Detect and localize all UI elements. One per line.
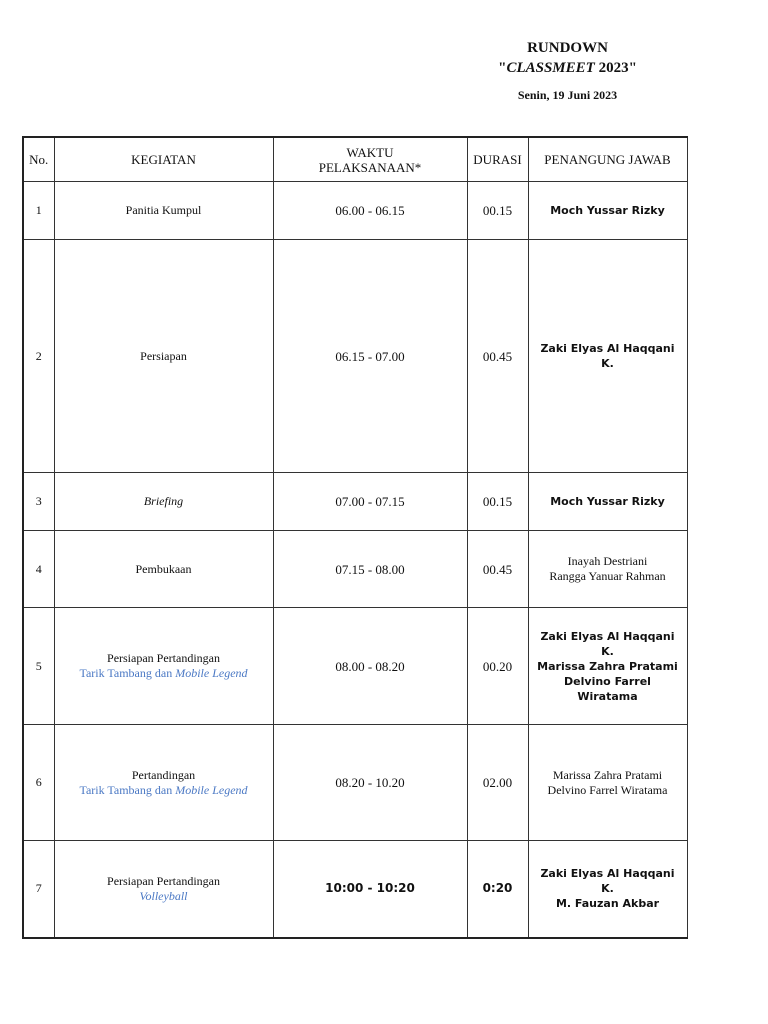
row-waktu: 06.00 - 06.15 bbox=[273, 182, 467, 240]
row-penanggung-jawab: Marissa Zahra Pratami Delvino Farrel Wiratama bbox=[528, 725, 687, 841]
row-durasi: 00.15 bbox=[467, 182, 528, 240]
row-waktu: 06.15 - 07.00 bbox=[273, 240, 467, 473]
event-date: Senin, 19 Juni 2023 bbox=[517, 88, 618, 102]
event-name: CLASSMEET bbox=[506, 60, 595, 76]
table-row bbox=[23, 608, 687, 725]
row-durasi: 00.45 bbox=[467, 240, 528, 473]
row-waktu: 08.00 - 08.20 bbox=[273, 608, 467, 725]
header-kegiatan: KEGIATAN bbox=[54, 137, 273, 182]
header-durasi: DURASI bbox=[467, 137, 528, 182]
row-kegiatan: Persiapan bbox=[54, 240, 273, 473]
document-title: RUNDOWN bbox=[527, 40, 608, 56]
table-row bbox=[23, 725, 687, 841]
row-penanggung-jawab: Inayah Destriani Rangga Yanuar Rahman bbox=[528, 531, 687, 608]
table-row bbox=[23, 841, 687, 938]
row-penanggung-jawab: Zaki Elyas Al Haqqani K. Marissa Zahra Pratami Delvino Farrel Wiratama bbox=[528, 608, 687, 725]
row-waktu: 07.15 - 08.00 bbox=[273, 531, 467, 608]
row-kegiatan: Pertandingan Tarik Tambang dan Mobile Legend bbox=[54, 725, 273, 841]
table-row bbox=[23, 182, 687, 240]
header-no: No. bbox=[23, 137, 54, 182]
row-durasi: 02.00 bbox=[467, 725, 528, 841]
row-kegiatan: Panitia Kumpul bbox=[54, 182, 273, 240]
row-no: 5 bbox=[23, 608, 54, 725]
table-row bbox=[23, 240, 687, 473]
row-no: 7 bbox=[23, 841, 54, 938]
row-waktu: 07.00 - 07.15 bbox=[273, 473, 467, 531]
header-waktu: WAKTU PELAKSANAAN* bbox=[273, 137, 467, 182]
table-header-row bbox=[23, 137, 687, 182]
row-kegiatan: Pembukaan bbox=[54, 531, 273, 608]
row-durasi: 00.15 bbox=[467, 473, 528, 531]
row-kegiatan: Persiapan Pertandingan Volleyball bbox=[54, 841, 273, 938]
row-durasi: 00.45 bbox=[467, 531, 528, 608]
row-no: 2 bbox=[23, 240, 54, 473]
row-penanggung-jawab: Zaki Elyas Al Haqqani K. M. Fauzan Akbar bbox=[528, 841, 687, 938]
row-durasi: 00.20 bbox=[467, 608, 528, 725]
row-penanggung-jawab: Moch Yussar Rizky bbox=[528, 182, 687, 240]
table-row bbox=[23, 473, 687, 531]
document-header bbox=[400, 38, 735, 103]
event-title: "CLASSMEET 2023" bbox=[498, 60, 637, 76]
row-penanggung-jawab: Moch Yussar Rizky bbox=[528, 473, 687, 531]
rundown-table bbox=[22, 136, 688, 939]
table-row bbox=[23, 531, 687, 608]
row-penanggung-jawab: Zaki Elyas Al Haqqani K. bbox=[528, 240, 687, 473]
header-penanggung-jawab: PENANGUNG JAWAB bbox=[528, 137, 687, 182]
row-no: 4 bbox=[23, 531, 54, 608]
row-no: 1 bbox=[23, 182, 54, 240]
row-durasi: 0:20 bbox=[467, 841, 528, 938]
row-kegiatan: Persiapan Pertandingan Tarik Tambang dan Mobile Legend bbox=[54, 608, 273, 725]
row-waktu: 08.20 - 10.20 bbox=[273, 725, 467, 841]
row-waktu: 10:00 - 10:20 bbox=[273, 841, 467, 938]
row-kegiatan: Briefing bbox=[54, 473, 273, 531]
row-no: 3 bbox=[23, 473, 54, 531]
row-no: 6 bbox=[23, 725, 54, 841]
